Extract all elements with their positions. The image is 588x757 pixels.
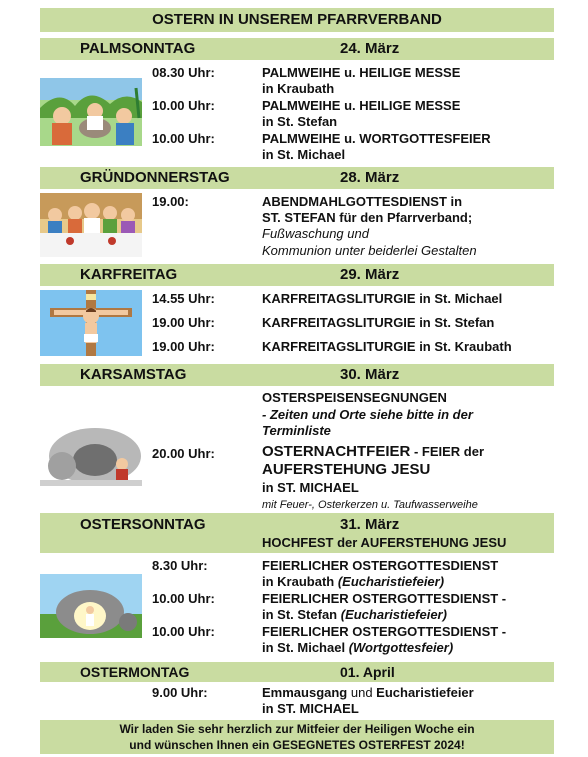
gruen-note-1: Fußwaschung und [262, 226, 369, 241]
sams-note-2: Terminliste [262, 423, 331, 438]
day-name: KARFREITAG [80, 266, 178, 283]
kar-time-3: 19.00 Uhr: [152, 339, 215, 354]
sonntag-place-2 [262, 607, 447, 623]
sams-note-3: mit Feuer-, Osterkerzen u. Taufwasserweihe [262, 499, 478, 511]
montag-time: 9.00 Uhr: [152, 685, 208, 700]
day-name: PALMSONNTAG [80, 40, 196, 57]
day-header-ostermontag [40, 662, 554, 682]
form-text: (Eucharistiefeier) [337, 574, 445, 589]
montag-event [262, 685, 474, 701]
palm-event-3: PALMWEIHE u. WORTGOTTESFEIER [262, 131, 491, 146]
palm-sunday-illustration [40, 78, 142, 146]
day-name: OSTERSONNTAG [80, 516, 206, 533]
gruen-time: 19.00: [152, 194, 189, 209]
day-header-ostersonntag [40, 513, 554, 553]
sonntag-place-3 [262, 640, 453, 656]
day-date: 01. April [340, 664, 395, 680]
day-header-palmsonntag [40, 38, 554, 60]
day-name: OSTERMONTAG [80, 664, 190, 680]
palm-time-3: 10.00 Uhr: [152, 131, 215, 146]
place-text: in St. Stefan [262, 607, 341, 622]
montag-event-joiner: und [347, 685, 377, 700]
palm-place-1: in Kraubath [262, 81, 335, 96]
kar-event-1: KARFREITAGSLITURGIE in St. Michael [262, 291, 503, 306]
day-name: GRÜNDONNERSTAG [80, 169, 230, 186]
palm-time-2: 10.00 Uhr: [152, 98, 215, 113]
day-date: 29. März [340, 266, 400, 283]
sonntag-headline: HOCHFEST der AUFERSTEHUNG JESU [262, 535, 507, 550]
kar-event-3: KARFREITAGSLITURGIE in St. Kraubath [262, 339, 512, 354]
place-text: in Kraubath [262, 574, 338, 589]
kar-event-2: KARFREITAGSLITURGIE in St. Stefan [262, 315, 495, 330]
kar-time-2: 19.00 Uhr: [152, 315, 215, 330]
sams-event-1: OSTERSPEISENSEGNUNGEN [262, 390, 447, 405]
footer-invitation [40, 720, 554, 754]
day-date: 24. März [340, 40, 400, 57]
palm-time-1: 08.30 Uhr: [152, 65, 215, 80]
day-header-karsamstag [40, 364, 554, 386]
sams-big-title: OSTERNACHTFEIER [262, 443, 411, 460]
sams-note-1: - Zeiten und Orte siehe bitte in der [262, 407, 473, 422]
resurrection-illustration [40, 574, 142, 638]
tomb-illustration [40, 414, 142, 486]
sonntag-event-2: FEIERLICHER OSTERGOTTESDIENST - [262, 591, 507, 606]
form-text: (Wortgottesfeier) [348, 640, 454, 655]
kar-time-1: 14.55 Uhr: [152, 291, 215, 306]
montag-event-part-1: Emmausgang [262, 685, 348, 700]
sams-event-2 [262, 444, 484, 460]
day-date: 31. März [340, 516, 400, 533]
day-header-karfreitag [40, 264, 554, 286]
montag-event-part-2: Eucharistiefeier [376, 685, 474, 700]
sams-place: in ST. MICHAEL [262, 480, 359, 495]
palm-event-2: PALMWEIHE u. HEILIGE MESSE [262, 98, 461, 113]
palm-event-1: PALMWEIHE u. HEILIGE MESSE [262, 65, 461, 80]
day-date: 28. März [340, 169, 400, 186]
last-supper-illustration [40, 193, 142, 257]
sonntag-place-1 [262, 574, 444, 590]
place-text: in St. Michael [262, 640, 349, 655]
sams-time: 20.00 Uhr: [152, 446, 215, 461]
day-name: KARSAMSTAG [80, 366, 187, 383]
sonntag-time-2: 10.00 Uhr: [152, 591, 215, 606]
page-title: OSTERN IN UNSEREM PFARRVERBAND [40, 8, 554, 32]
footer-line-1: Wir laden Sie sehr herzlich zur Mitfeier der Heiligen Woche ein [119, 722, 475, 736]
sonntag-event-1: FEIERLICHER OSTERGOTTESDIENST [262, 558, 499, 573]
sams-big-title-suffix: - FEIER der [410, 444, 485, 459]
crucifixion-illustration [40, 290, 142, 356]
gruen-note-2: Kommunion unter beiderlei Gestalten [262, 243, 477, 258]
palm-place-3: in St. Michael [262, 147, 346, 162]
gruen-event: ABENDMAHLGOTTESDIENST in [262, 194, 463, 209]
sonntag-time-3: 10.00 Uhr: [152, 624, 215, 639]
form-text: (Eucharistiefeier) [340, 607, 447, 622]
sonntag-event-3: FEIERLICHER OSTERGOTTESDIENST - [262, 624, 507, 639]
palm-place-2: in St. Stefan [262, 114, 338, 129]
day-date: 30. März [340, 366, 400, 383]
montag-place: in ST. MICHAEL [262, 701, 359, 716]
day-header-gruendonnerstag [40, 167, 554, 189]
sonntag-time-1: 8.30 Uhr: [152, 558, 208, 573]
gruen-place: ST. STEFAN für den Pfarrverband; [262, 210, 473, 225]
footer-line-2: und wünschen Ihnen ein GESEGNETES OSTERFEST 2024! [129, 738, 465, 752]
sams-event-3: AUFERSTEHUNG JESU [262, 461, 431, 478]
